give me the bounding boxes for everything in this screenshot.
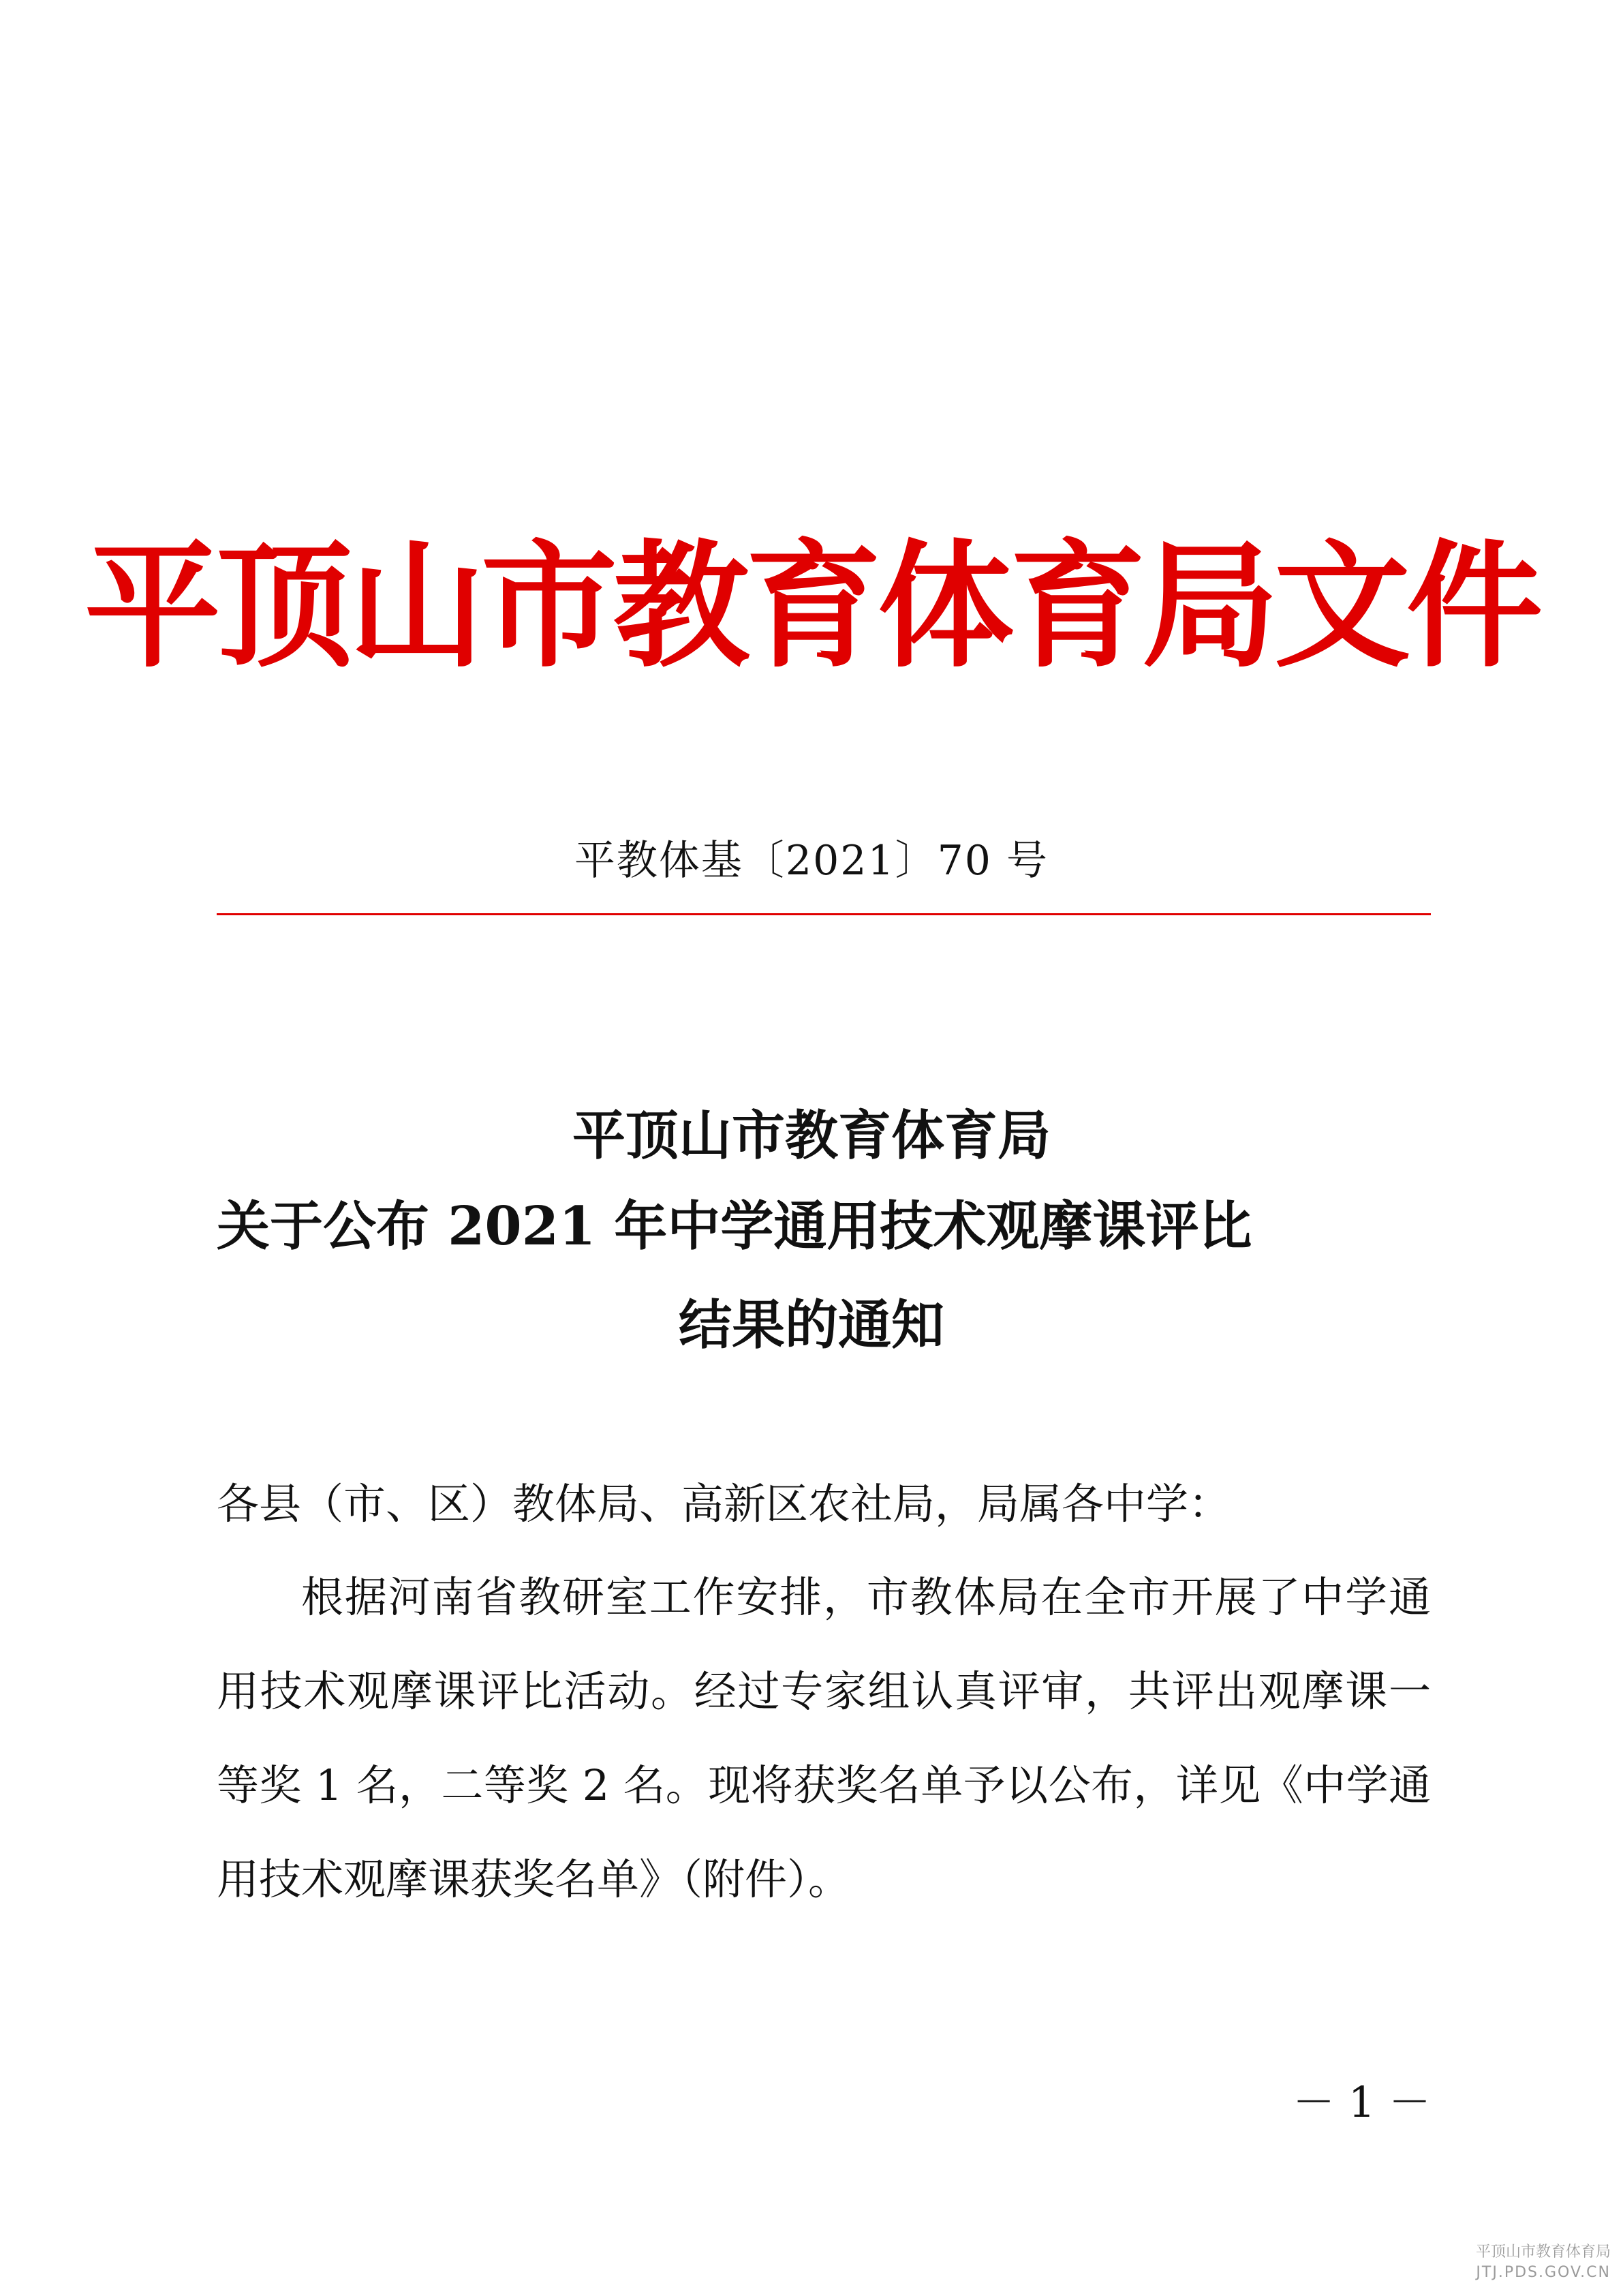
page-number: － 1 － bbox=[1293, 2077, 1431, 2127]
salutation: 各县（市、区）教体局、高新区农社局，局属各中学： bbox=[217, 1479, 1231, 1529]
body-paragraph: 根据河南省教研室工作安排，市教体局在全市开展了中学通用技术观摩课评比活动。经过专家组认真评审，共评出观摩课一等奖 1 名，二等奖 2 名。现将获奖名单予以公布，详见《中学通用技术观摩课获奖名单》（附件）。 bbox=[217, 1572, 1431, 1904]
watermark-line-2: JTJ.PDS.GOV.CN bbox=[1476, 2264, 1611, 2281]
notice-title-line-3: 结果的通知 bbox=[678, 1294, 944, 1356]
watermark-line-1: 平顶山市教育体育局 bbox=[1475, 2244, 1611, 2261]
site-watermark bbox=[1406, 2242, 1611, 2283]
masthead-title: 平顶山市教育体育局文件 bbox=[84, 526, 1539, 686]
document-number: 平教体基〔2021〕70 号 bbox=[574, 837, 1049, 885]
red-separator-rule bbox=[217, 913, 1431, 915]
notice-title-line-2: 关于公布 2021 年中学通用技术观摩课评比 bbox=[217, 1195, 1252, 1257]
notice-title-line-1: 平顶山市教育体育局 bbox=[572, 1105, 1051, 1167]
